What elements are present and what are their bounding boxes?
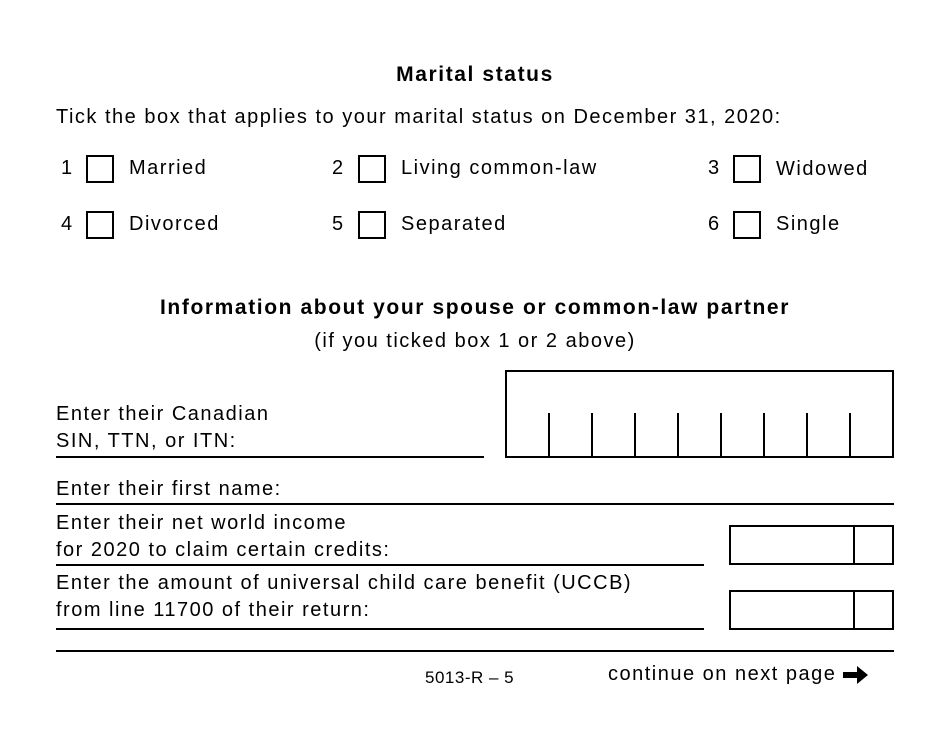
separated-label: Separated [401,213,507,235]
divorced-checkbox[interactable] [86,211,114,239]
living-common-law-label: Living common-law [401,157,598,179]
sin-digit-divider [849,413,851,458]
uccb-label-underline [56,628,704,630]
spouse-section-subtitle: (if you ticked box 1 or 2 above) [314,330,636,352]
married-checkbox[interactable] [86,155,114,183]
arrow-right-icon [843,664,869,686]
marital-status-instruction: Tick the box that applies to your marital status on December 31, 2020: [56,106,782,128]
sin-label-line2: SIN, TTN, or ITN: [56,430,237,452]
option-number-5: 5 [332,213,344,235]
sin-digit-divider [806,413,808,458]
net-income-amount-box[interactable] [729,525,894,565]
uccb-amount-box[interactable] [729,590,894,630]
sin-label-line1: Enter their Canadian [56,403,270,425]
widowed-label: Widowed [776,158,869,180]
income-label-line1: Enter their net world income [56,512,348,534]
option-number-6: 6 [708,213,720,235]
single-checkbox[interactable] [733,211,761,239]
single-label: Single [776,213,841,235]
uccb-label-line1: Enter the amount of universal child care benefit (UCCB) [56,572,633,594]
separated-checkbox[interactable] [358,211,386,239]
income-label-line2: for 2020 to claim certain credits: [56,539,391,561]
cents-divider [853,527,855,563]
uccb-label-line2: from line 11700 of their return: [56,599,371,621]
option-number-4: 4 [61,213,73,235]
marital-status-title: Marital status [396,63,554,86]
sin-input-box[interactable] [505,370,894,458]
form-code: 5013-R – 5 [425,668,515,687]
living-common-law-checkbox[interactable] [358,155,386,183]
widowed-checkbox[interactable] [733,155,761,183]
option-number-1: 1 [61,157,73,179]
divorced-label: Divorced [129,213,220,235]
first-name-label: Enter their first name: [56,478,282,500]
sin-digit-divider [677,413,679,458]
continue-text: continue on next page [608,663,837,685]
option-number-3: 3 [708,157,720,179]
sin-digit-divider [720,413,722,458]
married-label: Married [129,157,208,179]
footer-divider [56,650,894,652]
continue-notice [608,663,869,686]
income-label-underline [56,564,704,566]
first-name-input-line[interactable] [56,503,894,505]
option-number-2: 2 [332,157,344,179]
sin-digit-divider [591,413,593,458]
sin-label-underline [56,456,484,458]
sin-digit-divider [548,413,550,458]
sin-digit-divider [763,413,765,458]
spouse-section-title: Information about your spouse or common-law partner [160,296,790,319]
sin-digit-divider [634,413,636,458]
cents-divider [853,592,855,628]
